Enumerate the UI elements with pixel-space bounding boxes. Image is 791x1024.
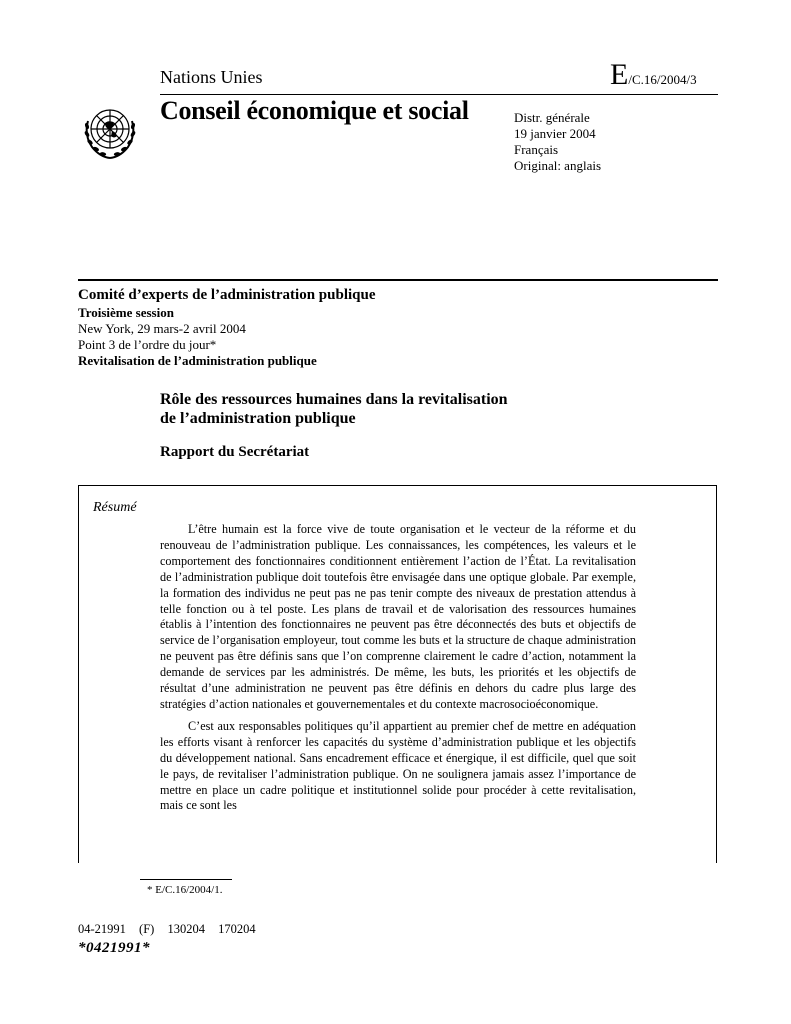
council-title: Conseil économique et social bbox=[160, 96, 469, 125]
document-title-line2: de l’administration publique bbox=[160, 410, 356, 427]
summary-body bbox=[160, 522, 636, 820]
distribution-date: 19 janvier 2004 bbox=[514, 126, 596, 141]
distribution-type: Distr. générale bbox=[514, 110, 590, 125]
document-title-line1: Rôle des ressources humaines dans la revitalisation bbox=[160, 391, 508, 408]
report-by: Rapport du Secrétariat bbox=[160, 444, 310, 460]
symbol-prefix: E bbox=[610, 58, 629, 91]
committee-session: Troisième session bbox=[78, 305, 174, 320]
document-symbol bbox=[610, 58, 697, 92]
un-emblem-icon bbox=[78, 99, 142, 163]
barcode-text: *0421991* bbox=[78, 940, 150, 956]
summary-paragraph: L’être humain est la force vive de toute organisation et le vecteur de la réforme et du renouveau de l’administration publique. Les connaissances, les compétences, les valeurs et le comportement des fonctionnaires conditionnent entièrement l’action de l’État. La revitalisation de l’administration publique doit toutefois être envisagée dans une optique globale. Par exemple, la formation des individus ne peut pas ne pas tenir compte des niveaux de prestation attendus à telle fonction ou à tel poste. Les plans de travail et de valorisation des ressources humaines établis à l’intention des fonctionnaires ne peuvent pas être déconnectés des buts et objectifs de service de l’organisation employeur, tout comme les buts et la structure de chaque administration ne peuvent pas être définis sans que l’on comprenne clairement le cadre d’action, notamment la demande de services par les administrés. De même, les buts, les priorités et les objectifs de résultat d’une administration ne peuvent pas être définis en dehors du cadre plus large des stratégies d’action nationales et gouvernementales et du contexte macrosocioéconomique. bbox=[160, 522, 636, 711]
committee-agenda-item: Point 3 de l’ordre du jour* bbox=[78, 337, 217, 352]
committee-name: Comité d’experts de l’administration publique bbox=[78, 287, 376, 303]
footnote-rule bbox=[140, 879, 232, 880]
summary-heading: Résumé bbox=[93, 500, 137, 515]
committee-block bbox=[78, 287, 578, 369]
job-number: 04-21991 (F) bbox=[78, 922, 155, 936]
header-rule bbox=[160, 94, 718, 95]
distribution-block bbox=[514, 110, 601, 174]
date-issued: 130204 bbox=[167, 922, 205, 936]
committee-agenda-title: Revitalisation de l’administration publique bbox=[78, 353, 317, 368]
distribution-language: Français bbox=[514, 142, 559, 157]
job-number-line bbox=[78, 922, 256, 937]
organization-name: Nations Unies bbox=[160, 67, 263, 87]
distribution-original: Original: anglais bbox=[514, 158, 602, 173]
footnote: * E/C.16/2004/1. bbox=[147, 884, 223, 896]
summary-paragraph: C’est aux responsables politiques qu’il appartient au premier chef de mettre en adéquation les efforts visant à renforcer les capacités du système d’administration publique et les objectifs du développement national. Sans encadrement efficace et énergique, il est difficile, quel que soit le pays, de revitaliser l’administration publique. On ne soulignera jamais assez l’importance de mettre en place un cadre politique et institutionnel solide pour procéder à cette revitalisation, mais ce sont les bbox=[160, 718, 636, 813]
section-rule bbox=[78, 279, 718, 281]
committee-place-date: New York, 29 mars-2 avril 2004 bbox=[78, 321, 246, 336]
document-title bbox=[160, 390, 620, 428]
date-printed: 170204 bbox=[218, 922, 256, 936]
symbol-rest: /C.16/2004/3 bbox=[628, 72, 697, 87]
